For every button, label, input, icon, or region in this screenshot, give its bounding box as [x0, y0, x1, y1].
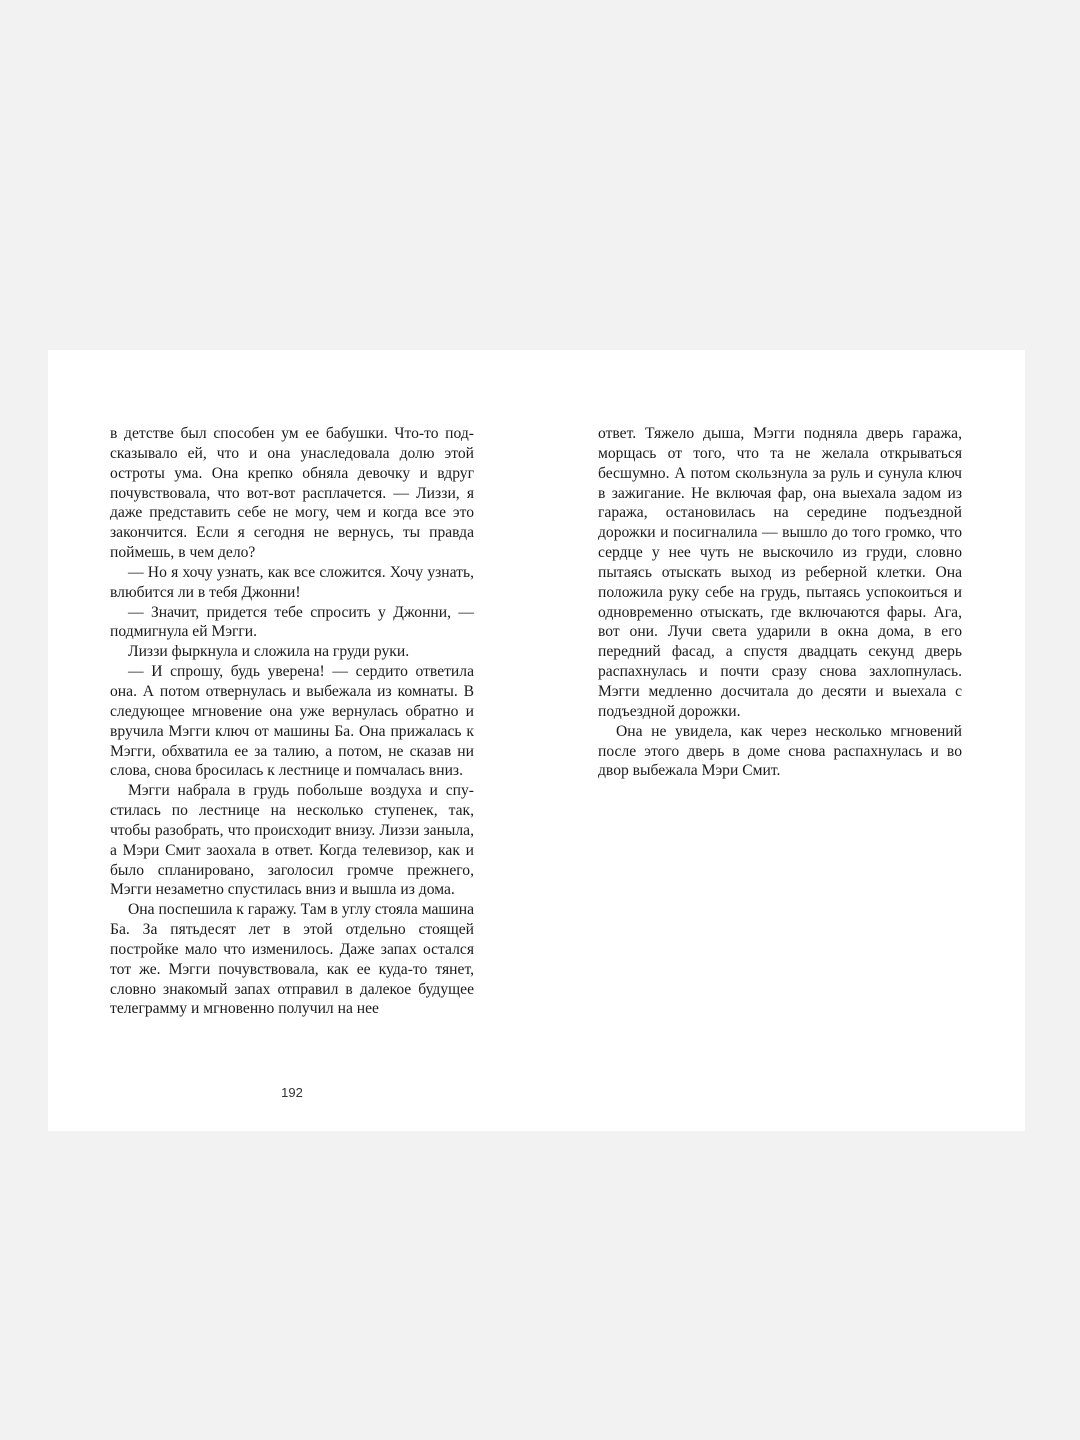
paragraph: — Но я хочу узнать, как все сложится. Хочу узнать, влюбится ли в тебя Джонни! [110, 563, 474, 601]
paragraph: Она поспешила к гаражу. Там в углу стояла машина Ба. За пятьдесят лет в этой отдельно стоящей постройке мало что изменилось. Даже запах остался тот же. Мэгги почувствовала, как ее куда-то тянет, словно знакомый запах отправил в далекое будущее телеграмму и мгновенно получил на нее [110, 901, 474, 1018]
paragraph: в детстве был способен ум ее бабушки. Что-то подсказывало ей, что и она унаследовала долю этой остроты ума. Она крепко обняла девочку и вдруг почувствовала, что вот-вот расплачется. — Лиззи, я даже представить себе не могу, чем и когда все это закончится. Если я сегодня не вернусь, ты правда поймешь, в чем дело? [110, 425, 474, 562]
left-page [110, 424, 474, 1019]
paragraph: Она не увидела, как через несколько мгновений после этого дверь в доме снова распахнулась и во двор выбежала Мэри Смит. [598, 722, 962, 780]
paragraph: Мэгги набрала в грудь побольше воздуха и спустилась по лестнице на несколько ступенек, так, чтобы разобрать, что происходит внизу. Лиззи заныла, а Мэри Смит заохала в ответ. Когда телевизор, как и было спланировано, заголосил громче прежнего, Мэгги незаметно спустилась вниз и вышла из дома. [110, 782, 474, 899]
right-page [598, 424, 962, 781]
paragraph: ответ. Тяжело дыша, Мэгги подняла дверь гаража, морщась от того, что та не желала открываться бесшумно. А потом скользнула за руль и сунула ключ в зажигание. Не включая фар, она выехала задом из гаража, остановилась на середине подъездной дорожки и посигналила — вышло до того громко, что сердце у нее чуть не выскочило из груди, словно пытаясь отыскать выход из реберной клетки. Она положила руку себе на грудь, пытаясь успокоиться и одновременно отыскать, где включаются фары. Ага, вот они. Лучи света ударили в окна дома, в его передний фасад, а спустя двадцать секунд дверь распахнулась и почти сразу снова захлопнулась. Мэгги медленно досчитала до десяти и выехала с подъездной дорожки. [598, 425, 962, 720]
paragraph: Лиззи фыркнула и сложила на груди руки. [128, 643, 410, 661]
paragraph: — И спрошу, будь уверена! — сердито ответила она. А потом отвернулась и выбежала из комнаты. В следующее мгновение она уже вернулась обратно и вручила Мэгги ключ от машины Ба. Она прижалась к Мэгги, обхватила ее за талию, а потом, не сказав ни слова, снова бросилась к лестнице и помчалась вниз. [110, 663, 474, 780]
book-spread [48, 350, 1025, 1131]
page-number: 192 [281, 1085, 303, 1100]
paragraph: — Значит, придется тебе спросить у Джонни, — подмигнула ей Мэгги. [110, 603, 474, 641]
